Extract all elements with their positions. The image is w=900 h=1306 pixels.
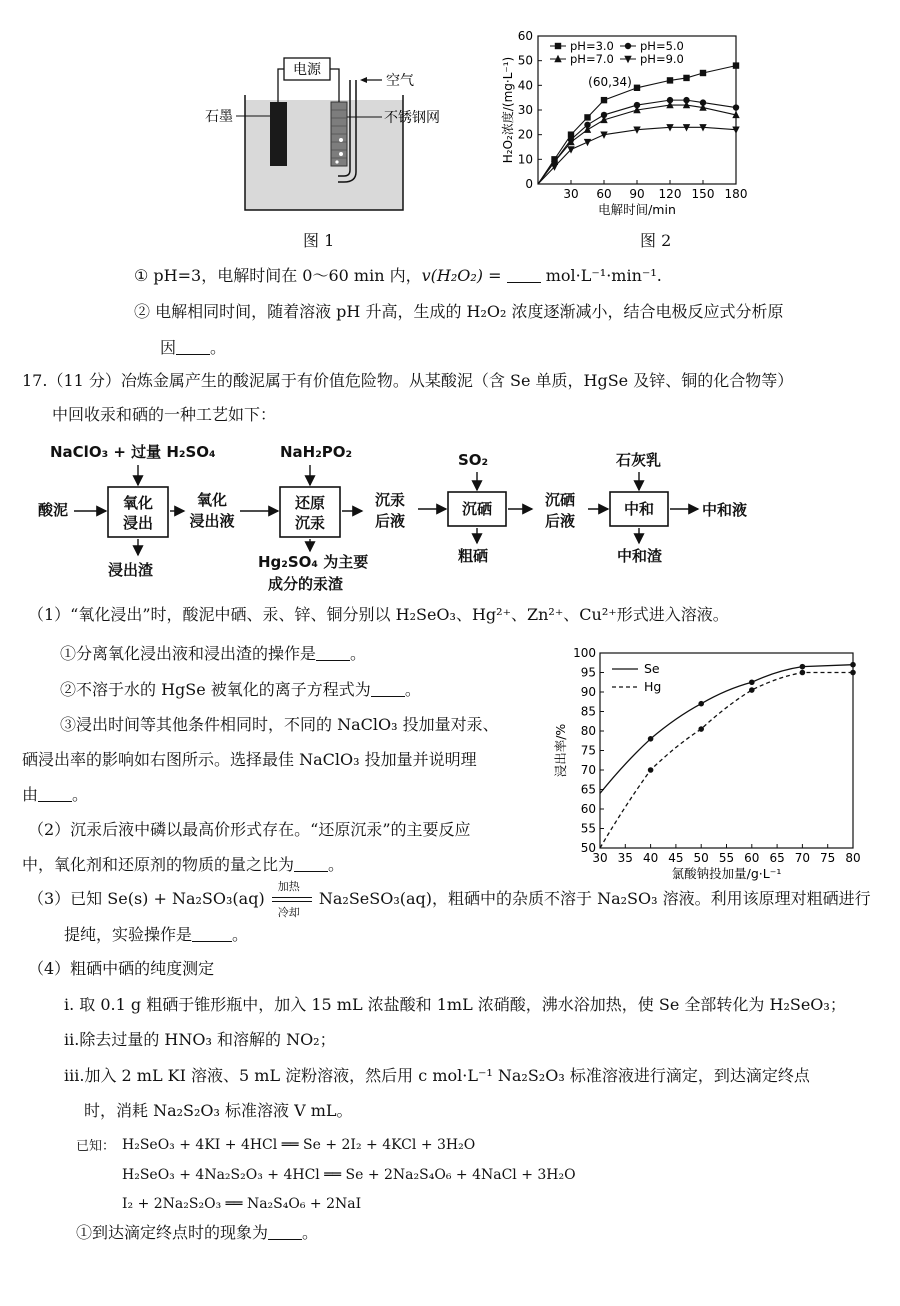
neutral-residue-label: 中和渣: [617, 547, 663, 565]
x-tick-label: 60: [596, 187, 612, 201]
answer-blank[interactable]: [507, 266, 541, 283]
graphite-electrode: [270, 102, 287, 166]
data-point: [698, 701, 704, 707]
figure-3-leaching-chart: [545, 643, 865, 883]
graphite-label: 石墨: [205, 109, 233, 125]
q16-item-2: ② 电解相同时间，随着溶液 pH 升高，生成的 H₂O₂ 浓度逐渐减小，结合电极反应式分析原: [134, 302, 784, 321]
power-source-label: 电源: [293, 62, 321, 78]
svg-text:沉汞: 沉汞: [294, 514, 326, 532]
data-point: [800, 670, 806, 676]
answer-blank[interactable]: [192, 925, 232, 942]
q17-heading: 17.（11 分）冶炼金属产生的酸泥属于有价值危险物。从某酸泥（含 Se 单质，HgSe 及锌、铜的化合物等）: [22, 371, 794, 390]
wire-left: [278, 69, 284, 102]
x-tick-label: 50: [693, 851, 709, 865]
equation-2: H₂SeO₃ + 4Na₂S₂O₃ + 4HCl ══ Se + 2Na₂S₄O₆ + 4NaCl + 3H₂O: [122, 1167, 576, 1183]
data-point: [732, 127, 739, 134]
mesh-label: 不锈钢网: [384, 110, 440, 126]
y-tick-label: 75: [580, 743, 596, 758]
y-tick-label: 65: [580, 782, 596, 797]
y-tick-label: 30: [517, 103, 533, 117]
reagent-so2: SO₂: [458, 451, 489, 469]
crude-se-label: 粗硒: [458, 547, 489, 565]
reagent-nah2po2: NaH₂PO₂: [280, 443, 353, 461]
figure-2-chart: [498, 26, 748, 226]
x-tick-label: 60: [744, 851, 760, 865]
data-point: [850, 662, 856, 668]
data-point: [800, 664, 806, 670]
leach-liquor-label-1: 氧化: [196, 491, 228, 509]
answer-blank[interactable]: [176, 338, 210, 355]
data-point: [733, 62, 739, 68]
data-point: [749, 687, 755, 693]
legend-label: pH=7.0: [570, 52, 614, 66]
known-label: 已知：: [76, 1139, 116, 1154]
q17-part4-q1: ①到达滴定终点时的现象为 。: [76, 1223, 319, 1242]
q17-heading-2: 中回收汞和硒的一种工艺如下：: [52, 405, 277, 424]
data-point: [600, 131, 607, 138]
svg-text:还原: 还原: [294, 494, 326, 512]
data-point: [648, 767, 654, 773]
data-point: [584, 114, 590, 120]
x-tick-label: 90: [629, 187, 645, 201]
reagent-lime-milk: 石灰乳: [616, 451, 662, 469]
data-point: [634, 85, 640, 91]
equation-1: H₂SeO₃ + 4KI + 4HCl ══ Se + 2I₂ + 4KCl + 3H₂O: [122, 1137, 476, 1153]
q17-part4-iii-a: iii.加入 2 mL KI 溶液、5 mL 淀粉溶液，然后用 c mol·L⁻¹ Na₂S₂O₃ 标准溶液进行滴定，到达滴定终点: [64, 1066, 810, 1085]
post-hg-liquor-2: 后液: [374, 512, 406, 530]
q17-part4: （4）粗硒中硒的纯度测定: [28, 959, 215, 978]
y-axis-label: H₂O₂浓度/(mg·L⁻¹): [501, 56, 515, 164]
y-tick-label: 10: [517, 152, 533, 167]
y-tick-label: 0: [525, 177, 533, 191]
neutral-liquor-label: 中和液: [702, 501, 748, 519]
y-tick-label: 55: [580, 821, 596, 836]
answer-blank[interactable]: [38, 785, 72, 802]
data-point: [698, 726, 704, 732]
figure-1-electrolysis-cell: [200, 50, 470, 220]
data-point: [584, 139, 591, 146]
x-tick-label: 80: [845, 851, 861, 865]
x-tick-label: 35: [617, 851, 633, 865]
x-tick-label: 40: [642, 851, 659, 865]
legend-label: Hg: [644, 679, 662, 694]
y-tick-label: 50: [580, 841, 596, 855]
y-axis-label: 浸出率/%: [553, 723, 568, 778]
legend-label: pH=5.0: [640, 39, 684, 53]
series-line-pH=9.0: [538, 127, 736, 184]
reversible-arrow: 加热 冷却: [270, 888, 314, 910]
legend-marker: [555, 43, 561, 49]
leach-residue-label: 浸出渣: [108, 561, 154, 579]
q17-part4-iii-b: 时，消耗 Na₂S₂O₃ 标准溶液 V mL。: [84, 1101, 353, 1120]
q17-part1: （1）“氧化浸出”时，酸泥中硒、汞、锌、铜分别以 H₂SeO₃、Hg²⁺、Zn²⁺、Cu²⁺形式进入溶液。: [28, 605, 729, 624]
answer-blank[interactable]: [371, 680, 405, 697]
data-point: [683, 75, 689, 81]
y-tick-label: 50: [517, 53, 533, 68]
post-se-liquor-2: 后液: [544, 512, 576, 530]
y-tick-label: 60: [580, 802, 596, 816]
x-tick-label: 65: [769, 851, 785, 865]
legend-label: Se: [644, 661, 660, 676]
q17-part1-3b: 硒浸出率的影响如右图所示。选择最佳 NaClO₃ 投加量并说明理: [22, 750, 477, 769]
legend-label: pH=3.0: [570, 39, 614, 53]
x-tick-label: 180: [724, 187, 748, 201]
q16-item-1: ① pH=3，电解时间在 0～60 min 内，v(H₂O₂) = mol·L⁻¹·min⁻¹.: [134, 266, 662, 285]
q17-part1-3c: 由 。: [22, 785, 89, 804]
wire-right: [330, 69, 339, 102]
data-point: [749, 679, 755, 685]
q17-part2b: 中，氧化剂和还原剂的物质的量之比为 。: [22, 855, 345, 874]
reagent-naclo3: NaClO₃ + 过量 H₂SO₄: [50, 443, 216, 461]
svg-text:中和: 中和: [623, 500, 655, 518]
legend-marker: [625, 43, 631, 49]
post-se-liquor-1: 沉硒: [544, 491, 576, 509]
y-tick-label: 60: [517, 29, 533, 43]
y-tick-label: 95: [580, 665, 596, 680]
legend-label: pH=9.0: [640, 52, 684, 66]
figure-1-caption: 图 1: [303, 231, 335, 250]
point-annotation: (60,34): [588, 75, 632, 90]
x-tick-label: 45: [668, 851, 684, 865]
q17-part3c: 提纯，实验操作是 。: [64, 925, 249, 944]
data-point: [648, 736, 654, 742]
q17-part3: （3）已知 Se(s) + Na₂SO₃(aq) 加热 冷却 Na₂SeSO₃(aq)，粗硒中的杂质不溶于 Na₂SO₃ 溶液。利用该原理对粗硒进行: [28, 880, 871, 919]
acid-mud-label: 酸泥: [38, 501, 69, 519]
q17-part1-1: ①分离氧化浸出液和浸出渣的操作是 。: [60, 644, 367, 663]
x-tick-label: 120: [658, 187, 682, 201]
hg-residue-label-1: Hg₂SO₄ 为主要: [258, 553, 369, 571]
hg-residue-label-2: 成分的汞渣: [268, 575, 344, 593]
x-tick-label: 55: [718, 851, 735, 865]
answer-blank[interactable]: [294, 855, 328, 872]
x-tick-label: 30: [592, 851, 608, 865]
q17-part4-ii: ii.除去过量的 HNO₃ 和溶解的 NO₂；: [64, 1030, 336, 1049]
answer-blank[interactable]: [268, 1223, 302, 1240]
y-tick-label: 70: [580, 763, 596, 777]
equation-3: I₂ + 2Na₂S₂O₃ ══ Na₂S₄O₆ + 2NaI: [122, 1196, 362, 1212]
q17-part1-3a: ③浸出时间等其他条件相同时，不同的 NaClO₃ 投加量对汞、: [60, 715, 499, 734]
series-curve-Hg: [600, 673, 853, 849]
data-point: [700, 70, 706, 76]
y-tick-label: 80: [580, 724, 596, 738]
answer-blank[interactable]: [316, 644, 350, 661]
x-axis-label: 电解时间/min: [598, 202, 676, 217]
x-axis-label: 氯酸钠投加量/g·L⁻¹: [671, 866, 782, 881]
process-flowchart: [30, 435, 790, 605]
x-tick-label: 75: [820, 851, 836, 865]
data-point: [667, 77, 673, 83]
svg-text:氧化: 氧化: [122, 494, 154, 512]
y-tick-label: 40: [517, 78, 533, 93]
x-tick-label: 150: [691, 187, 715, 201]
post-hg-liquor-1: 沉汞: [374, 491, 406, 509]
y-tick-label: 100: [573, 646, 596, 660]
q17-part4-i: i. 取 0.1 g 粗硒于锥形瓶中，加入 15 mL 浓盐酸和 1mL 浓硝酸，沸水浴加热，使 Se 全部转化为 H₂SeO₃；: [64, 995, 846, 1014]
y-tick-label: 20: [517, 127, 533, 142]
q16-item-2-cont: 因 。: [160, 338, 227, 357]
air-label: 空气: [386, 73, 414, 89]
svg-text:沉硒: 沉硒: [461, 500, 493, 518]
q17-part2a: （2）沉汞后液中磷以最高价形式存在。“还原沉汞”的主要反应: [28, 820, 471, 839]
series-curve-Se: [600, 665, 853, 794]
x-tick-label: 70: [794, 851, 811, 865]
data-point: [601, 97, 607, 103]
y-tick-label: 90: [580, 685, 596, 699]
y-tick-label: 85: [580, 704, 596, 719]
data-point: [733, 104, 739, 110]
svg-text:浸出: 浸出: [122, 514, 154, 532]
leach-liquor-label-2: 浸出液: [189, 512, 235, 530]
x-tick-label: 30: [563, 187, 579, 201]
figure-2-caption: 图 2: [640, 231, 672, 250]
q17-part1-2: ②不溶于水的 HgSe 被氧化的离子方程式为 。: [60, 680, 421, 699]
data-point: [850, 670, 856, 676]
